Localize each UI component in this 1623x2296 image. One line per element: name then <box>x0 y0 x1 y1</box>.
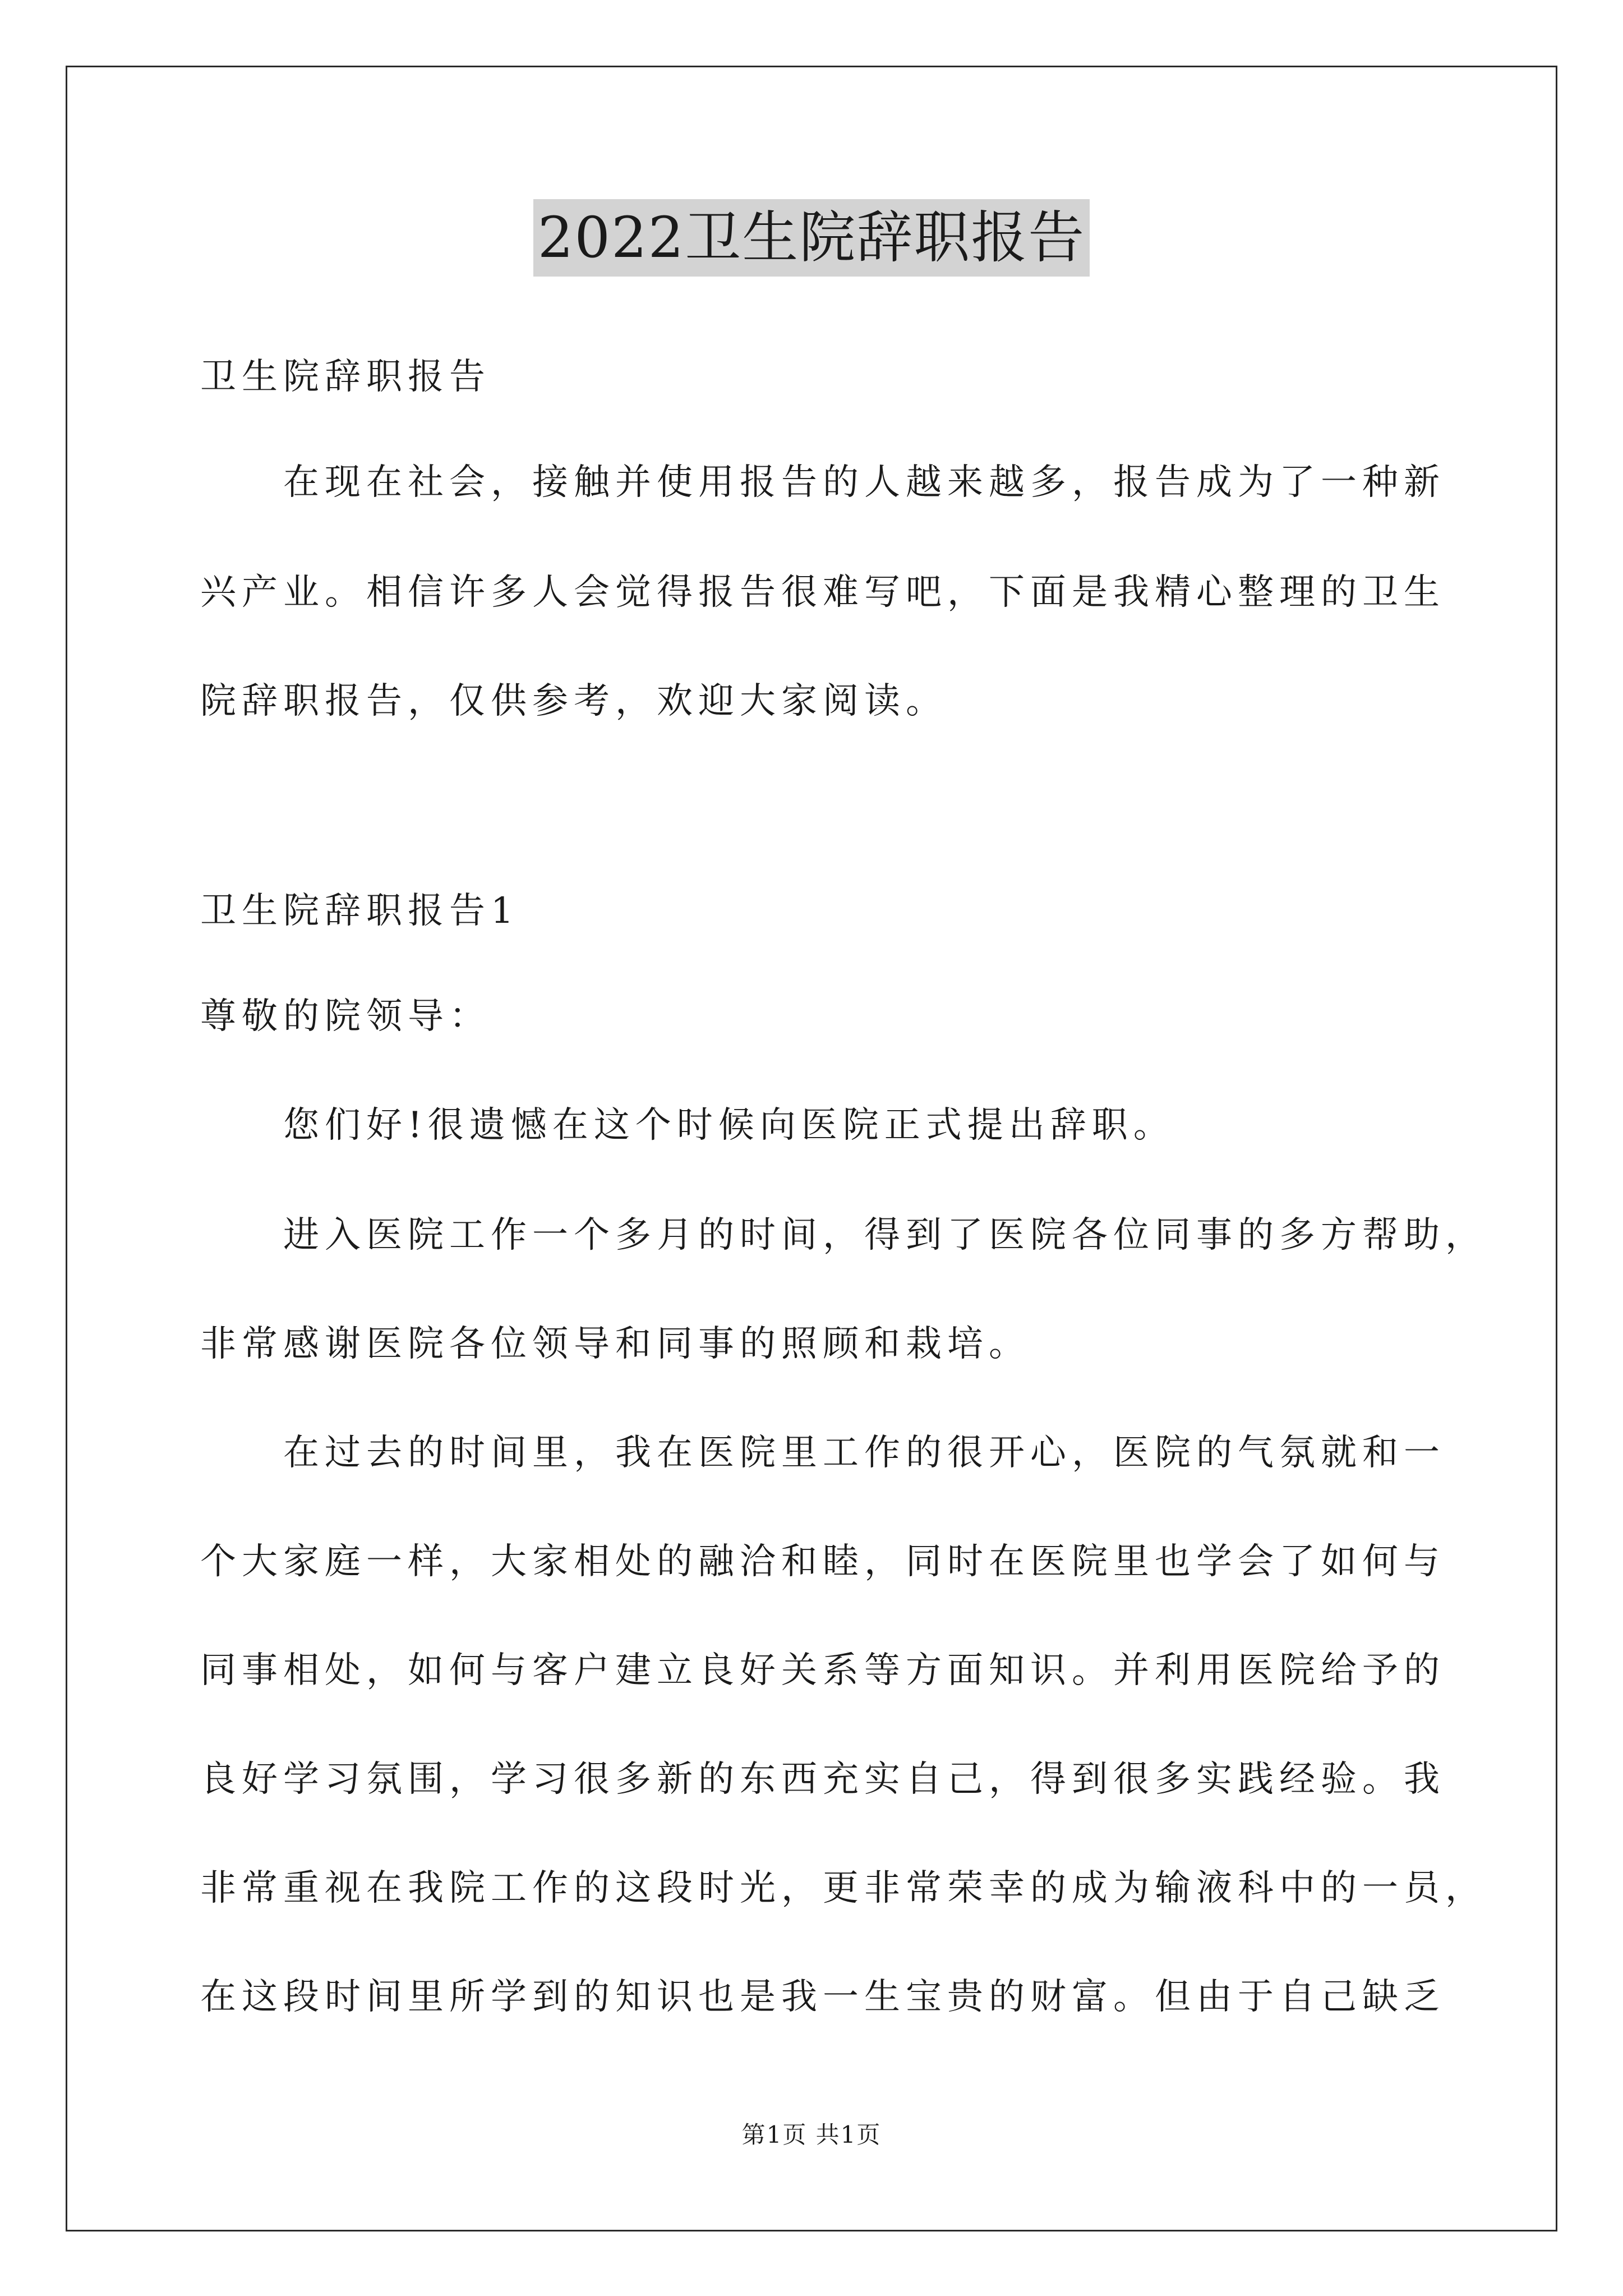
paragraph-line: 同事相处，如何与客户建立良好关系等方面知识。并利用医院给予的 <box>200 1650 1445 1691</box>
paragraph-line: 您们好!很遗憾在这个时候向医院正式提出辞职。 <box>283 1105 1175 1146</box>
paragraph-line: 非常感谢医院各位领导和同事的照顾和栽培。 <box>200 1323 1030 1365</box>
paragraph-line: 在这段时间里所学到的知识也是我一生宝贵的财富。但由于自己缺乏 <box>200 1976 1445 2018</box>
paragraph-line: 在现在社会，接触并使用报告的人越来越多，报告成为了一种新 <box>283 462 1445 503</box>
page-title: 2022卫生院辞职报告 <box>533 199 1090 277</box>
paragraph-line: 在过去的时间里，我在医院里工作的很开心，医院的气氛就和一 <box>283 1432 1445 1474</box>
paragraph-line: 非常重视在我院工作的这段时光，更非常荣幸的成为输液科中的一员， <box>200 1867 1487 1909</box>
salutation: 尊敬的院领导： <box>200 996 491 1037</box>
section-heading: 卫生院辞职报告1 <box>200 890 519 932</box>
title-container <box>0 199 1623 277</box>
paragraph-line: 良好学习氛围，学习很多新的东西充实自己，得到很多实践经验。我 <box>200 1759 1445 1800</box>
paragraph-line: 兴产业。相信许多人会觉得报告很难写吧，下面是我精心整理的卫生 <box>200 572 1445 613</box>
paragraph-line: 进入医院工作一个多月的时间，得到了医院各位同事的多方帮助， <box>283 1214 1487 1256</box>
intro-heading: 卫生院辞职报告 <box>200 356 491 398</box>
page-footer: 第1页 共1页 <box>741 2121 882 2148</box>
paragraph-line: 个大家庭一样，大家相处的融洽和睦，同时在医院里也学会了如何与 <box>200 1541 1445 1582</box>
paragraph-line: 院辞职报告，仅供参考，欢迎大家阅读。 <box>200 680 947 722</box>
